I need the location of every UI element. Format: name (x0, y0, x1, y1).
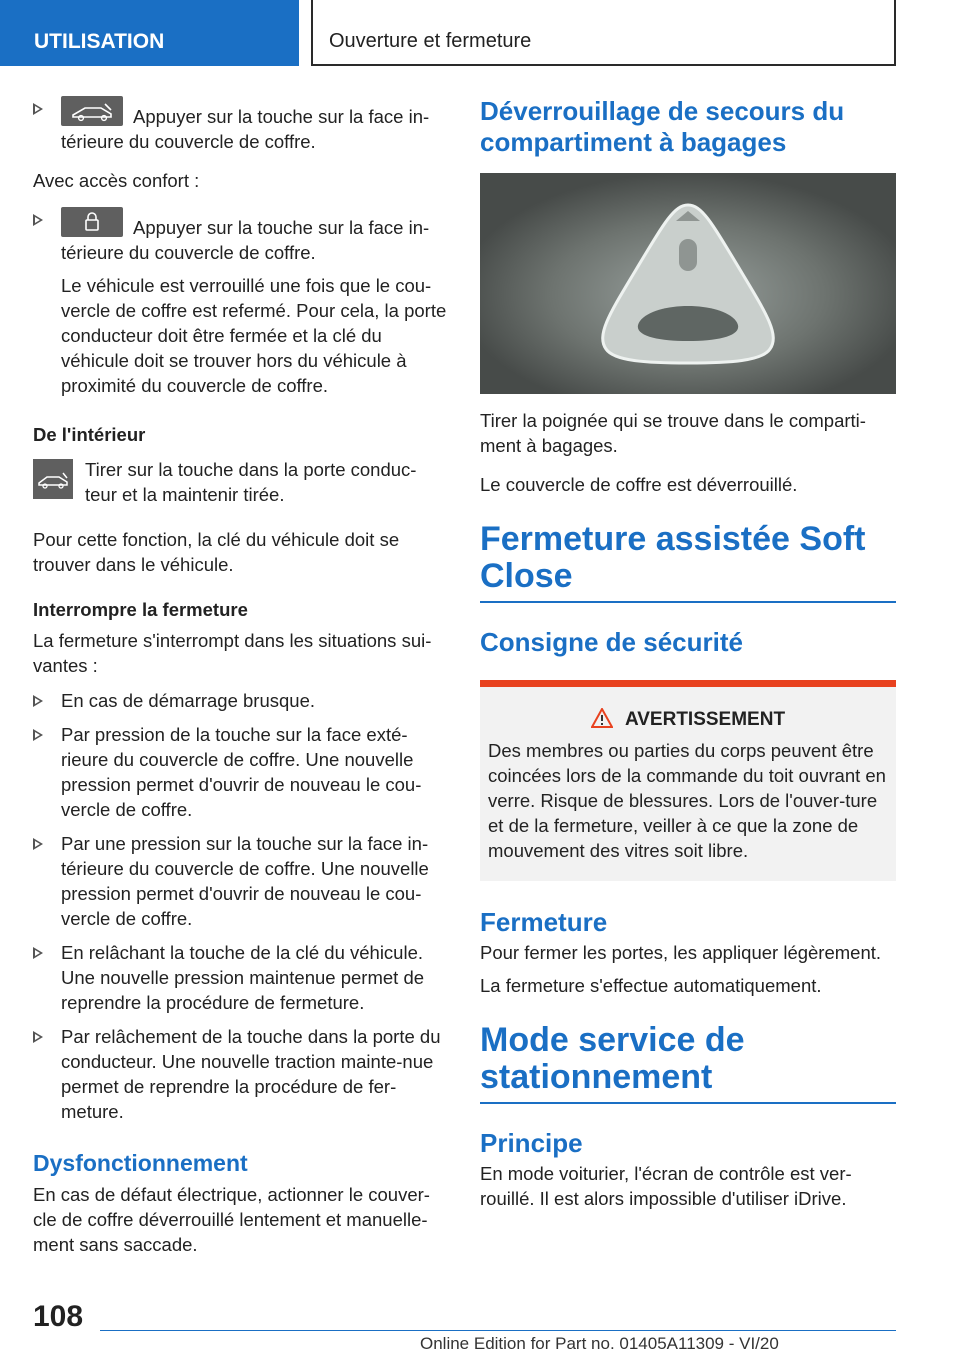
bullet-text: En cas de démarrage brusque. (61, 690, 316, 711)
interior-text: Tirer sur la touche dans la porte conduc-teur et la maintenir tirée. (85, 459, 417, 505)
emergency-text-2: Le couvercle de coffre est déverrouillé. (480, 474, 798, 495)
interior-note: Pour cette fonction, la clé du véhicule doit se trouver dans le véhicule. (33, 529, 400, 575)
parking-heading: Mode service de stationnement (480, 1022, 896, 1104)
warning-title-text: AVERTISSEMENT (624, 709, 786, 730)
warning-title (488, 707, 888, 732)
bullet-triangle-icon (33, 1031, 43, 1043)
principle-heading: Principe (480, 1128, 583, 1158)
bullet-text: En relâchant la touche de la clé du véhicule. Une nouvelle pression maintenue permet de reprendre la procédure de fermeture. (61, 942, 425, 1013)
header-chapter: Ouverture et fermeture (311, 0, 896, 66)
bullet-note: Le véhicule est verrouillé une fois que le cou-vercle de coffre est refermé. Pour cela, la porte conducteur doit être fermée et la clé du véhicule doit se trouver hors du véhicule à proximité du couvercle de coffre. (61, 275, 447, 396)
left-column (33, 96, 448, 1257)
softclose-heading: Fermeture assistée Soft Close (480, 521, 896, 603)
warning-box (480, 680, 896, 881)
bullet-triangle-icon (33, 729, 43, 741)
interrupt-intro: La fermeture s'interrompt dans les situations sui-vantes : (33, 630, 432, 676)
warning-text: Des membres ou parties du corps peuvent être coincées lors de la commande du toit ouvrant en verre. Risque de blessures. Lors de l'ouver-ture et de la fermeture, veiller à ce que la zone de mouvement des vitres soit libre. (488, 740, 886, 861)
comfort-label: Avec accès confort : (33, 170, 200, 191)
subheading-interrupt: Interrompre la fermeture (33, 599, 248, 620)
closing-heading: Fermeture (480, 907, 608, 937)
interior-instruction (33, 457, 448, 507)
bullet-triangle-icon (33, 214, 43, 226)
list-item (33, 1024, 448, 1124)
bullet-triangle-icon (33, 695, 43, 707)
bullet-text: Par une pression sur la touche sur la face in-térieure du couvercle de coffre. Une nouvelle pression permet d'ouvrir de nouveau le cou-vercle de coffre. (61, 833, 429, 929)
footer-divider (100, 1330, 896, 1331)
list-item (33, 207, 448, 398)
page-number: 108 (33, 1300, 84, 1333)
warning-triangle-icon (591, 708, 613, 728)
bullet-triangle-icon (33, 947, 43, 959)
door-trunk-button-icon (33, 459, 73, 499)
lock-button-icon (61, 207, 123, 237)
principle-text: En mode voiturier, l'écran de contrôle est ver-rouillé. Il est alors impossible d'utiliser iDrive. (480, 1163, 852, 1209)
malfunction-text: En cas de défaut électrique, actionner le couver-cle de coffre déverrouillé lentement et manuelle-ment sans saccade. (33, 1184, 430, 1255)
safety-heading: Consigne de sécurité (480, 627, 743, 657)
bullet-text: Appuyer sur la touche sur la face in-térieure du couvercle de coffre. (61, 217, 430, 263)
list-item (33, 940, 448, 1015)
list-item (33, 831, 448, 931)
subheading-interior: De l'intérieur (33, 424, 146, 445)
emergency-heading: Déverrouillage de secours du compartiment à bagages (480, 96, 845, 157)
emergency-text-1: Tirer la poignée qui se trouve dans le comparti-ment à bagages. (480, 410, 866, 456)
list-item (33, 96, 448, 154)
closing-text-1: Pour fermer les portes, les appliquer légèrement. (480, 942, 882, 963)
bullet-text: Appuyer sur la touche sur la face in-térieure du couvercle de coffre. (61, 106, 430, 152)
malfunction-heading: Dysfonctionnement (33, 1150, 248, 1176)
bullet-triangle-icon (33, 103, 43, 115)
footer-edition: Online Edition for Part no. 01405A11309 - VI/20 (420, 1334, 779, 1353)
trunk-button-icon (61, 96, 123, 126)
bullet-text: Par pression de la touche sur la face exté-rieure du couvercle de coffre. Une nouvelle pression permet d'ouvrir de nouveau le cou-vercle de coffre. (61, 724, 422, 820)
header-section: UTILISATION (0, 0, 299, 66)
bullet-text: Par relâchement de la touche dans la porte du conducteur. Une nouvelle traction mainte-nue permet de reprendre la procédure de fer-meture. (61, 1026, 441, 1122)
bullet-triangle-icon (33, 838, 43, 850)
list-item (33, 688, 448, 713)
right-column (480, 96, 896, 1211)
list-item (33, 722, 448, 822)
closing-text-2: La fermeture s'effectue automatiquement. (480, 975, 822, 996)
trunk-release-handle-image (480, 173, 896, 394)
